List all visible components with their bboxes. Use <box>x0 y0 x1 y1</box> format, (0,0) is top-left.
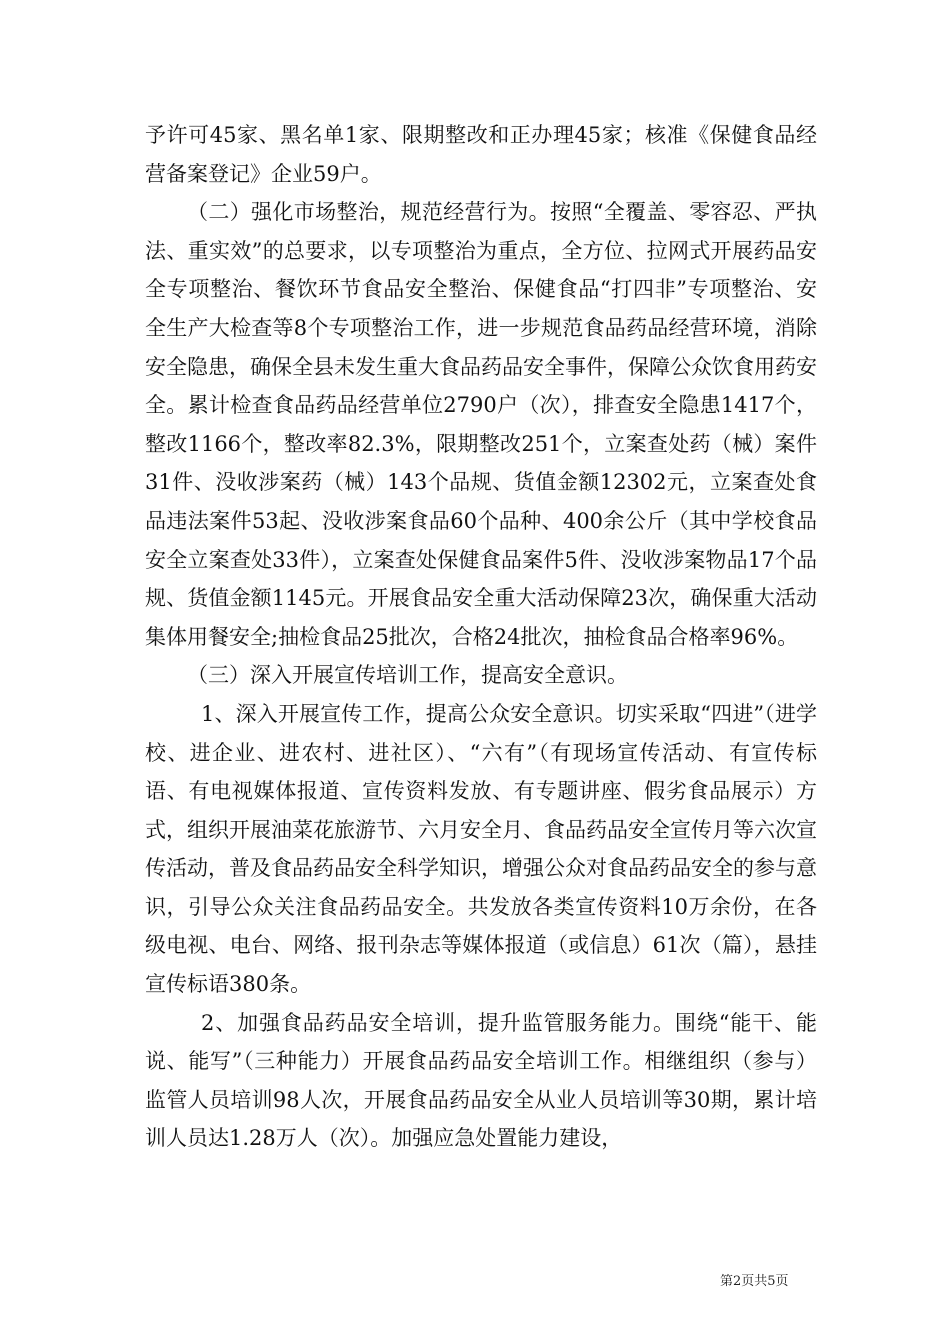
paragraph-1: 予许可45家、黑名单1家、限期整改和正办理45家；核准《保健食品经营备案登记》企业59户。 <box>145 123 817 186</box>
section-heading-3: （三）深入开展宣传培训工作，提高安全意识。 <box>187 663 628 688</box>
paragraph-2: （二）强化市场整治，规范经营行为。按照“全覆盖、零容忍、严执法、重实效”的总要求，以专项整治为重点，全方位、拉网式开展药品安全专项整治、餐饮环节食品安全整治、保健食品“打四非”专项整治、安全生产大检查等8个专项整治工作，进一步规范食品药品经营环境，消除安全隐患，确保全县未发生重大食品药品安全事件，保障公众饮食用药安全。累计检查食品药品经营单位2790户（次），排查安全隐患1417个，整改1166个，整改率82.3%，限期整改251个，立案查处药（械）案件31件、没收涉案药（械）143个品规、货值金额12302元，立案查处食品违法案件53起、没收涉案食品60个品种、400余公斤（其中学校食品安全立案查处33件），立案查处保健食品案件5件、没收涉案物品17个品规、货值金额1145元。开展食品安全重大活动保障23次，确保重大活动集体用餐安全;抽检食品25批次，合格24批次，抽检食品合格率96%。 <box>145 200 817 649</box>
document-body <box>145 116 817 1158</box>
page-number: 第2页共5页 <box>720 1274 789 1289</box>
paragraph-3-1: 1、深入开展宣传工作，提高公众安全意识。切实采取“四进”（进学校、进企业、进农村、进社区）、“六有”（有现场宣传活动、有宣传标语、有电视媒体报道、宣传资料发放、有专题讲座、假劣食品展示）方式，组织开展油菜花旅游节、六月安全月、食品药品安全宣传月等六次宣传活动，普及食品药品安全科学知识，增强公众对食品药品安全的参与意识，引导公众关注食品药品安全。共发放各类宣传资料10万余份，在各级电视、电台、网络、报刊杂志等媒体报道（或信息）61次（篇），悬挂宣传标语380条。 <box>145 701 817 997</box>
paragraph-3-2: 2、加强食品药品安全培训，提升监管服务能力。围绕“能干、能说、能写”（三种能力）开展食品药品安全培训工作。相继组织（参与）监管人员培训98人次，开展食品药品安全从业人员培训等30期，累计培训人员达1.28万人（次）。加强应急处置能力建设， <box>145 1010 817 1151</box>
